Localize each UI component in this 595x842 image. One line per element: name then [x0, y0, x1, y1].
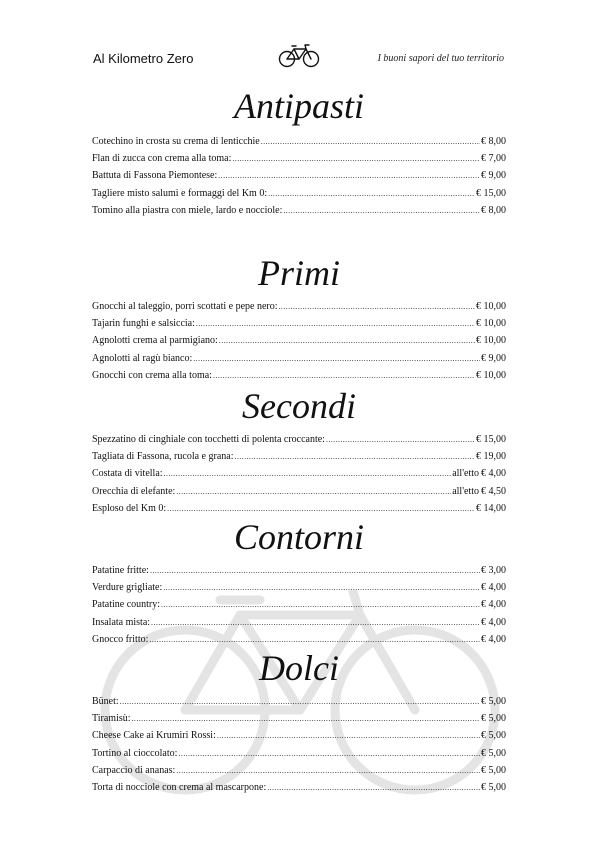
item-name: Gnocchi con crema alla toma: — [92, 369, 212, 381]
leader-dots — [218, 168, 480, 178]
item-name: Tagliata di Fassona, rucola e grana: — [92, 451, 234, 463]
item-price: € 4,00 — [481, 616, 506, 628]
page-header — [0, 42, 595, 76]
menu-item — [92, 563, 506, 580]
leader-dots — [232, 151, 480, 161]
section-title: Contorni — [233, 517, 365, 557]
leader-dots — [167, 501, 475, 511]
section-contorni — [92, 517, 506, 649]
item-price: € 8,00 — [481, 136, 506, 147]
item-name: Tomino alla piastra con miele, lardo e nocciole: — [92, 204, 283, 216]
item-price: € 10,00 — [476, 318, 506, 330]
leader-dots — [283, 203, 480, 213]
item-price: € 5,00 — [481, 747, 506, 759]
item-name: Tajarin funghi e salsiccia: — [92, 318, 195, 330]
menu-item — [92, 351, 506, 368]
menu-item — [92, 597, 506, 614]
item-price: € 4,00 — [481, 582, 506, 594]
item-name: Verdure grigliate: — [92, 582, 163, 594]
leader-dots — [268, 186, 475, 196]
item-name: Tagliere misto salumi e formaggi del Km 0: — [92, 187, 268, 199]
brand-name: Al Kilometro Zero — [93, 51, 194, 66]
item-name: Flan di zucca con crema alla toma: — [92, 153, 232, 165]
item-name: Insalata mista: — [92, 616, 151, 628]
item-unit: all'etto — [452, 485, 479, 497]
item-price: € 19,00 — [476, 451, 506, 463]
section-primi — [92, 253, 506, 385]
leader-dots — [326, 432, 475, 442]
leader-dots — [267, 780, 480, 790]
item-price: € 10,00 — [476, 369, 506, 381]
item-price: € 5,00 — [481, 713, 506, 725]
item-name: Tortino al cioccolato: — [92, 747, 178, 759]
item-name: Battuta di Fassona Piemontese: — [92, 170, 218, 182]
item-price: € 10,00 — [476, 335, 506, 347]
menu-item — [92, 632, 506, 649]
menu-item — [92, 728, 506, 745]
menu-item — [92, 694, 506, 711]
menu-item — [92, 501, 506, 518]
section-title: Primi — [257, 253, 340, 293]
item-name: Bünet: — [92, 696, 119, 707]
section-title: Dolci — [259, 648, 339, 688]
item-price: € 9,00 — [481, 352, 506, 364]
item-price: € 8,00 — [481, 204, 506, 216]
item-name: Cheese Cake ai Krumiri Rossi: — [92, 730, 216, 742]
item-name: Carpaccio di ananas: — [92, 764, 176, 776]
item-price: € 4,00 — [481, 468, 506, 480]
leader-dots — [176, 484, 451, 494]
leader-dots — [193, 351, 480, 361]
item-price: € 3,00 — [481, 565, 506, 576]
menu-item — [92, 746, 506, 763]
menu-item — [92, 316, 506, 333]
menu-item — [92, 299, 506, 316]
item-price: € 15,00 — [476, 434, 506, 445]
leader-dots — [219, 333, 475, 343]
tagline: I buoni sapori del tuo territorio — [377, 53, 504, 64]
item-name: Patatine country: — [92, 599, 161, 611]
leader-dots — [163, 580, 480, 590]
leader-dots — [150, 563, 480, 573]
item-unit: all'etto — [452, 468, 479, 480]
leader-dots — [151, 615, 480, 625]
item-price: € 5,00 — [481, 696, 506, 707]
menu-item — [92, 333, 506, 350]
item-name: Orecchia di elefante: — [92, 485, 176, 497]
item-name: Tiramisù: — [92, 713, 131, 725]
section-title: Secondi — [242, 386, 356, 426]
item-name: Gnocchi al taleggio, porri scottati e pepe nero: — [92, 301, 278, 312]
item-price: € 9,00 — [481, 170, 506, 182]
item-price: € 7,00 — [481, 153, 506, 165]
item-price: € 4,00 — [481, 599, 506, 611]
menu-item — [92, 151, 506, 168]
menu-item — [92, 203, 506, 220]
item-price: € 5,00 — [481, 730, 506, 742]
menu-item — [92, 615, 506, 632]
item-price: € 14,00 — [476, 502, 506, 514]
menu-item — [92, 580, 506, 597]
leader-dots — [132, 711, 480, 721]
menu-item — [92, 186, 506, 203]
section-title: Antipasti — [233, 86, 364, 126]
bicycle-icon — [277, 42, 321, 68]
leader-dots — [217, 728, 480, 738]
item-name: Cotechino in crosta su crema di lenticchie — [92, 136, 260, 147]
item-price: € 4,00 — [481, 633, 506, 645]
item-name: Gnocco fritto: — [92, 633, 149, 645]
leader-dots — [196, 316, 475, 326]
item-price: € 4,50 — [481, 485, 506, 497]
section-antipasti — [92, 86, 506, 220]
menu-item — [92, 134, 506, 151]
leader-dots — [178, 746, 480, 756]
leader-dots — [261, 134, 480, 144]
menu-item — [92, 432, 506, 449]
item-name: Esploso del Km 0: — [92, 502, 167, 514]
menu-item — [92, 711, 506, 728]
menu-item — [92, 466, 506, 483]
menu-item — [92, 780, 506, 797]
item-name: Agnolotti al ragù bianco: — [92, 352, 193, 364]
item-name: Costata di vitella: — [92, 468, 163, 480]
item-name: Agnolotti crema al parmigiano: — [92, 335, 218, 347]
leader-dots — [234, 449, 475, 459]
item-name: Torta di nocciole con crema al mascarpone: — [92, 781, 267, 793]
section-secondi — [92, 386, 506, 518]
leader-dots — [213, 368, 475, 378]
menu-item — [92, 484, 506, 501]
item-price: € 5,00 — [481, 781, 506, 793]
leader-dots — [120, 694, 480, 704]
menu-item — [92, 368, 506, 385]
menu-item — [92, 763, 506, 780]
section-dolci — [92, 648, 506, 797]
item-name: Spezzatino di cinghiale con tocchetti di polenta croccante: — [92, 434, 325, 445]
leader-dots — [149, 632, 480, 642]
item-price: € 15,00 — [476, 187, 506, 199]
menu-item — [92, 168, 506, 185]
leader-dots — [176, 763, 480, 773]
leader-dots — [279, 299, 476, 309]
item-price: € 5,00 — [481, 764, 506, 776]
item-price: € 10,00 — [476, 301, 506, 312]
menu-item — [92, 449, 506, 466]
leader-dots — [161, 597, 480, 607]
leader-dots — [164, 466, 452, 476]
item-name: Patatine fritte: — [92, 565, 149, 576]
